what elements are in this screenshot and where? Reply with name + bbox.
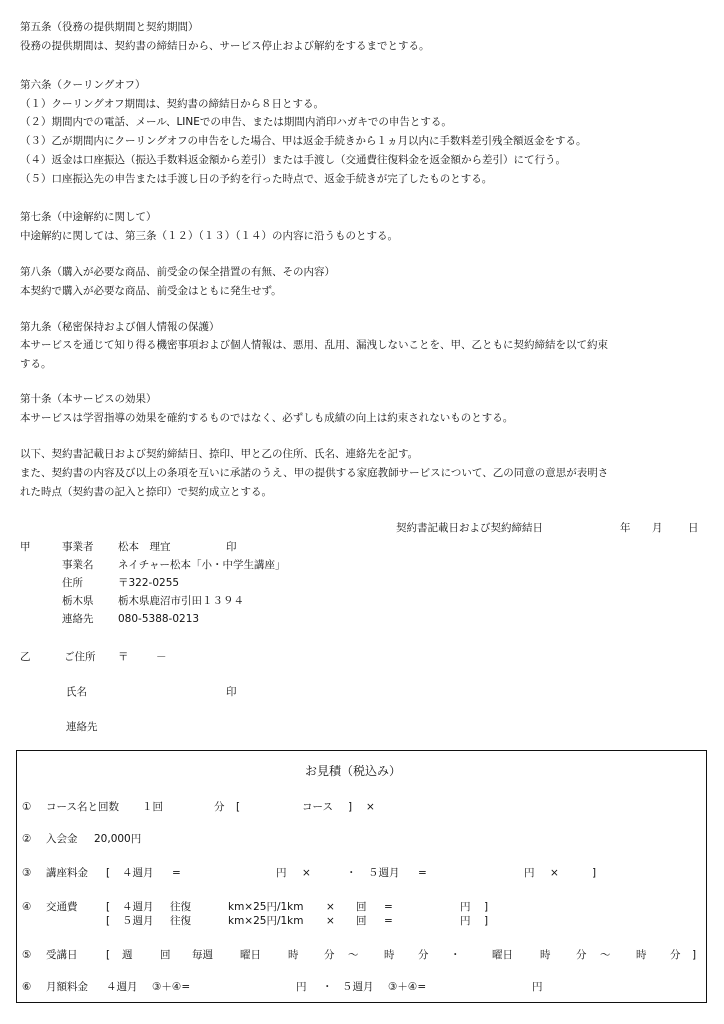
equals-sign: = bbox=[172, 867, 181, 879]
bracket-open: [ bbox=[106, 915, 111, 927]
entry-fee-label: 入会金 bbox=[46, 833, 78, 845]
article-9-body: する。 bbox=[20, 358, 52, 370]
bracket-open: [ bbox=[106, 867, 111, 879]
date-month: 月 bbox=[652, 522, 663, 534]
formula-label: ③＋④= bbox=[388, 981, 427, 993]
row-number: ⑥ bbox=[22, 981, 32, 993]
separator-dot: ・ bbox=[346, 867, 357, 879]
every-week-label: 毎週 bbox=[192, 949, 213, 961]
closing-text: 以下、契約書記載日および契約締結日、捺印、甲と乙の住所、氏名、連絡先を記す。 bbox=[20, 448, 419, 460]
hour-unit: 時 bbox=[288, 949, 299, 961]
round-trip-label: 往復 bbox=[170, 915, 191, 927]
course-label: コース名と回数 bbox=[46, 801, 119, 813]
five-week-label: ５週月 bbox=[122, 915, 154, 927]
operator-label: 事業者 bbox=[62, 541, 94, 553]
four-week-label: ４週月 bbox=[106, 981, 138, 993]
five-week-label: ５週月 bbox=[368, 867, 400, 879]
week-unit: 週 bbox=[122, 949, 133, 961]
seal-mark: 印 bbox=[226, 541, 237, 553]
article-5-body: 役務の提供期間は、契約書の締結日から、サービス停止および解約をするまでとする。 bbox=[20, 40, 430, 52]
article-6-item: （５）口座振込先の申告または手渡し日の予約を行った時点で、返金手続きが完了したものとする。 bbox=[20, 173, 493, 185]
weekday-unit: 曜日 bbox=[240, 949, 261, 961]
rate-label: km×25円/1km bbox=[228, 915, 304, 927]
bracket-close: ] bbox=[348, 801, 353, 813]
count-unit: 回 bbox=[160, 949, 171, 961]
closing-text: また、契約書の内容及び以上の条項を互いに承諾のうえ、甲の提供する家庭教師サービスについて、乙の同意の意思が表明さ bbox=[20, 467, 609, 479]
party-a-mark: 甲 bbox=[20, 541, 31, 553]
bracket-close: ] bbox=[484, 901, 489, 913]
operator-value: 松本 理宜 bbox=[118, 541, 171, 553]
count-unit: 回 bbox=[356, 901, 367, 913]
yen-unit: 円 bbox=[532, 981, 543, 993]
times-sign: × bbox=[302, 867, 311, 879]
row-number: ② bbox=[22, 833, 32, 845]
seal-mark: 印 bbox=[226, 686, 237, 698]
rate-label: km×25円/1km bbox=[228, 901, 304, 913]
address-value: 栃木県鹿沼市引田１３９４ bbox=[118, 595, 244, 607]
article-5-heading: 第五条（役務の提供期間と契約期間） bbox=[20, 21, 199, 33]
estimate-title: お見積（税込み） bbox=[305, 764, 402, 778]
count-unit: 回 bbox=[356, 915, 367, 927]
minute-unit: 分 bbox=[418, 949, 429, 961]
course-minutes: 分 bbox=[214, 801, 225, 813]
yen-unit: 円 bbox=[460, 901, 471, 913]
article-6-heading: 第六条（クーリングオフ） bbox=[20, 79, 146, 91]
transport-label: 交通費 bbox=[46, 901, 78, 913]
article-9-heading: 第九条（秘密保持および個人情報の保護） bbox=[20, 321, 220, 333]
prefecture-label: 栃木県 bbox=[62, 595, 94, 607]
bracket-open: [ bbox=[236, 801, 241, 813]
range-tilde: ～ bbox=[600, 949, 611, 961]
round-trip-label: 往復 bbox=[170, 901, 191, 913]
date-day: 日 bbox=[688, 522, 699, 534]
equals-sign: = bbox=[384, 901, 393, 913]
postal-code: 〒322-0255 bbox=[118, 577, 180, 589]
article-8-heading: 第八条（購入が必要な商品、前受金の保全措置の有無、その内容） bbox=[20, 266, 335, 278]
weekday-unit: 曜日 bbox=[492, 949, 513, 961]
bracket-close: ] bbox=[692, 949, 697, 961]
address-label: 住所 bbox=[62, 577, 83, 589]
minute-unit: 分 bbox=[670, 949, 681, 961]
b-postal-dash: － bbox=[156, 651, 167, 663]
yen-unit: 円 bbox=[276, 867, 287, 879]
article-6-item: （４）返金は口座振込（振込手数料返金額から差引）または手渡し（交通費往復料金を返金額から差引）にて行う。 bbox=[20, 154, 566, 166]
date-year: 年 bbox=[620, 522, 631, 534]
article-9-body: 本サービスを通じて知り得る機密事項および個人情報は、悪用、乱用、漏洩しないことを、甲、乙ともに契約締結を以て約束 bbox=[20, 339, 608, 351]
bracket-open: [ bbox=[106, 901, 111, 913]
minute-unit: 分 bbox=[324, 949, 335, 961]
course-count: １回 bbox=[142, 801, 163, 813]
b-contact-label: 連絡先 bbox=[66, 721, 98, 733]
minute-unit: 分 bbox=[576, 949, 587, 961]
article-7-body: 中途解約に関しては、第三条（１２）（１３）（１４）の内容に沿うものとする。 bbox=[20, 230, 398, 242]
b-address-label: ご住所 bbox=[64, 651, 96, 663]
monthly-fee-label: 月額料金 bbox=[46, 981, 88, 993]
row-number: ④ bbox=[22, 901, 32, 913]
hour-unit: 時 bbox=[540, 949, 551, 961]
times-sign: × bbox=[366, 801, 375, 813]
hour-unit: 時 bbox=[636, 949, 647, 961]
article-10-heading: 第十条（本サービスの効果） bbox=[20, 393, 157, 405]
equals-sign: = bbox=[384, 915, 393, 927]
row-number: ③ bbox=[22, 867, 32, 879]
schedule-label: 受講日 bbox=[46, 949, 78, 961]
four-week-label: ４週月 bbox=[122, 867, 154, 879]
closing-text: れた時点（契約書の記入と捺印）で契約成立とする。 bbox=[20, 486, 272, 498]
yen-unit: 円 bbox=[296, 981, 307, 993]
row-number: ① bbox=[22, 801, 32, 813]
business-value: ネイチャー松本「小・中学生講座」 bbox=[118, 559, 286, 571]
range-tilde: ～ bbox=[348, 949, 359, 961]
date-label: 契約書記載日および契約締結日 bbox=[396, 522, 543, 534]
article-10-body: 本サービスは学習指導の効果を確約するものではなく、必ずしも成績の向上は約束されないものとする。 bbox=[20, 412, 514, 424]
estimate-box bbox=[16, 750, 707, 1003]
times-sign: × bbox=[326, 915, 335, 927]
phone-number: 080-5388-0213 bbox=[118, 613, 200, 625]
bracket-open: [ bbox=[106, 949, 111, 961]
b-name-label: 氏名 bbox=[66, 686, 87, 698]
contact-label: 連絡先 bbox=[62, 613, 94, 625]
yen-unit: 円 bbox=[524, 867, 535, 879]
article-6-item: （２）期間内での電話、メール、LINEでの申告、または期間内消印ハガキでの申告とする。 bbox=[20, 116, 452, 128]
separator-dot: ・ bbox=[322, 981, 333, 993]
article-8-body: 本契約で購入が必要な商品、前受金はともに発生せず。 bbox=[20, 285, 282, 297]
article-7-heading: 第七条（中途解約に関して） bbox=[20, 211, 157, 223]
separator-dot: ・ bbox=[450, 949, 461, 961]
entry-fee-value: 20,000円 bbox=[94, 833, 142, 845]
course-unit: コース bbox=[302, 801, 333, 813]
bracket-close: ] bbox=[592, 867, 597, 879]
equals-sign: = bbox=[418, 867, 427, 879]
yen-unit: 円 bbox=[460, 915, 471, 927]
article-6-item: （３）乙が期間内にクーリングオフの申告をした場合、甲は返金手続きから１ヵ月以内に手数料差引残全額返金をする。 bbox=[20, 135, 587, 147]
formula-label: ③＋④= bbox=[152, 981, 191, 993]
four-week-label: ４週月 bbox=[122, 901, 154, 913]
party-b-mark: 乙 bbox=[20, 651, 31, 663]
article-6-item: （１）クーリングオフ期間は、契約書の締結日から８日とする。 bbox=[20, 98, 324, 110]
five-week-label: ５週月 bbox=[342, 981, 374, 993]
business-label: 事業名 bbox=[62, 559, 94, 571]
bracket-close: ] bbox=[484, 915, 489, 927]
times-sign: × bbox=[326, 901, 335, 913]
hour-unit: 時 bbox=[384, 949, 395, 961]
times-sign: × bbox=[550, 867, 559, 879]
row-number: ⑤ bbox=[22, 949, 32, 961]
tuition-label: 講座料金 bbox=[46, 867, 88, 879]
b-postal-mark: 〒 bbox=[118, 651, 129, 663]
